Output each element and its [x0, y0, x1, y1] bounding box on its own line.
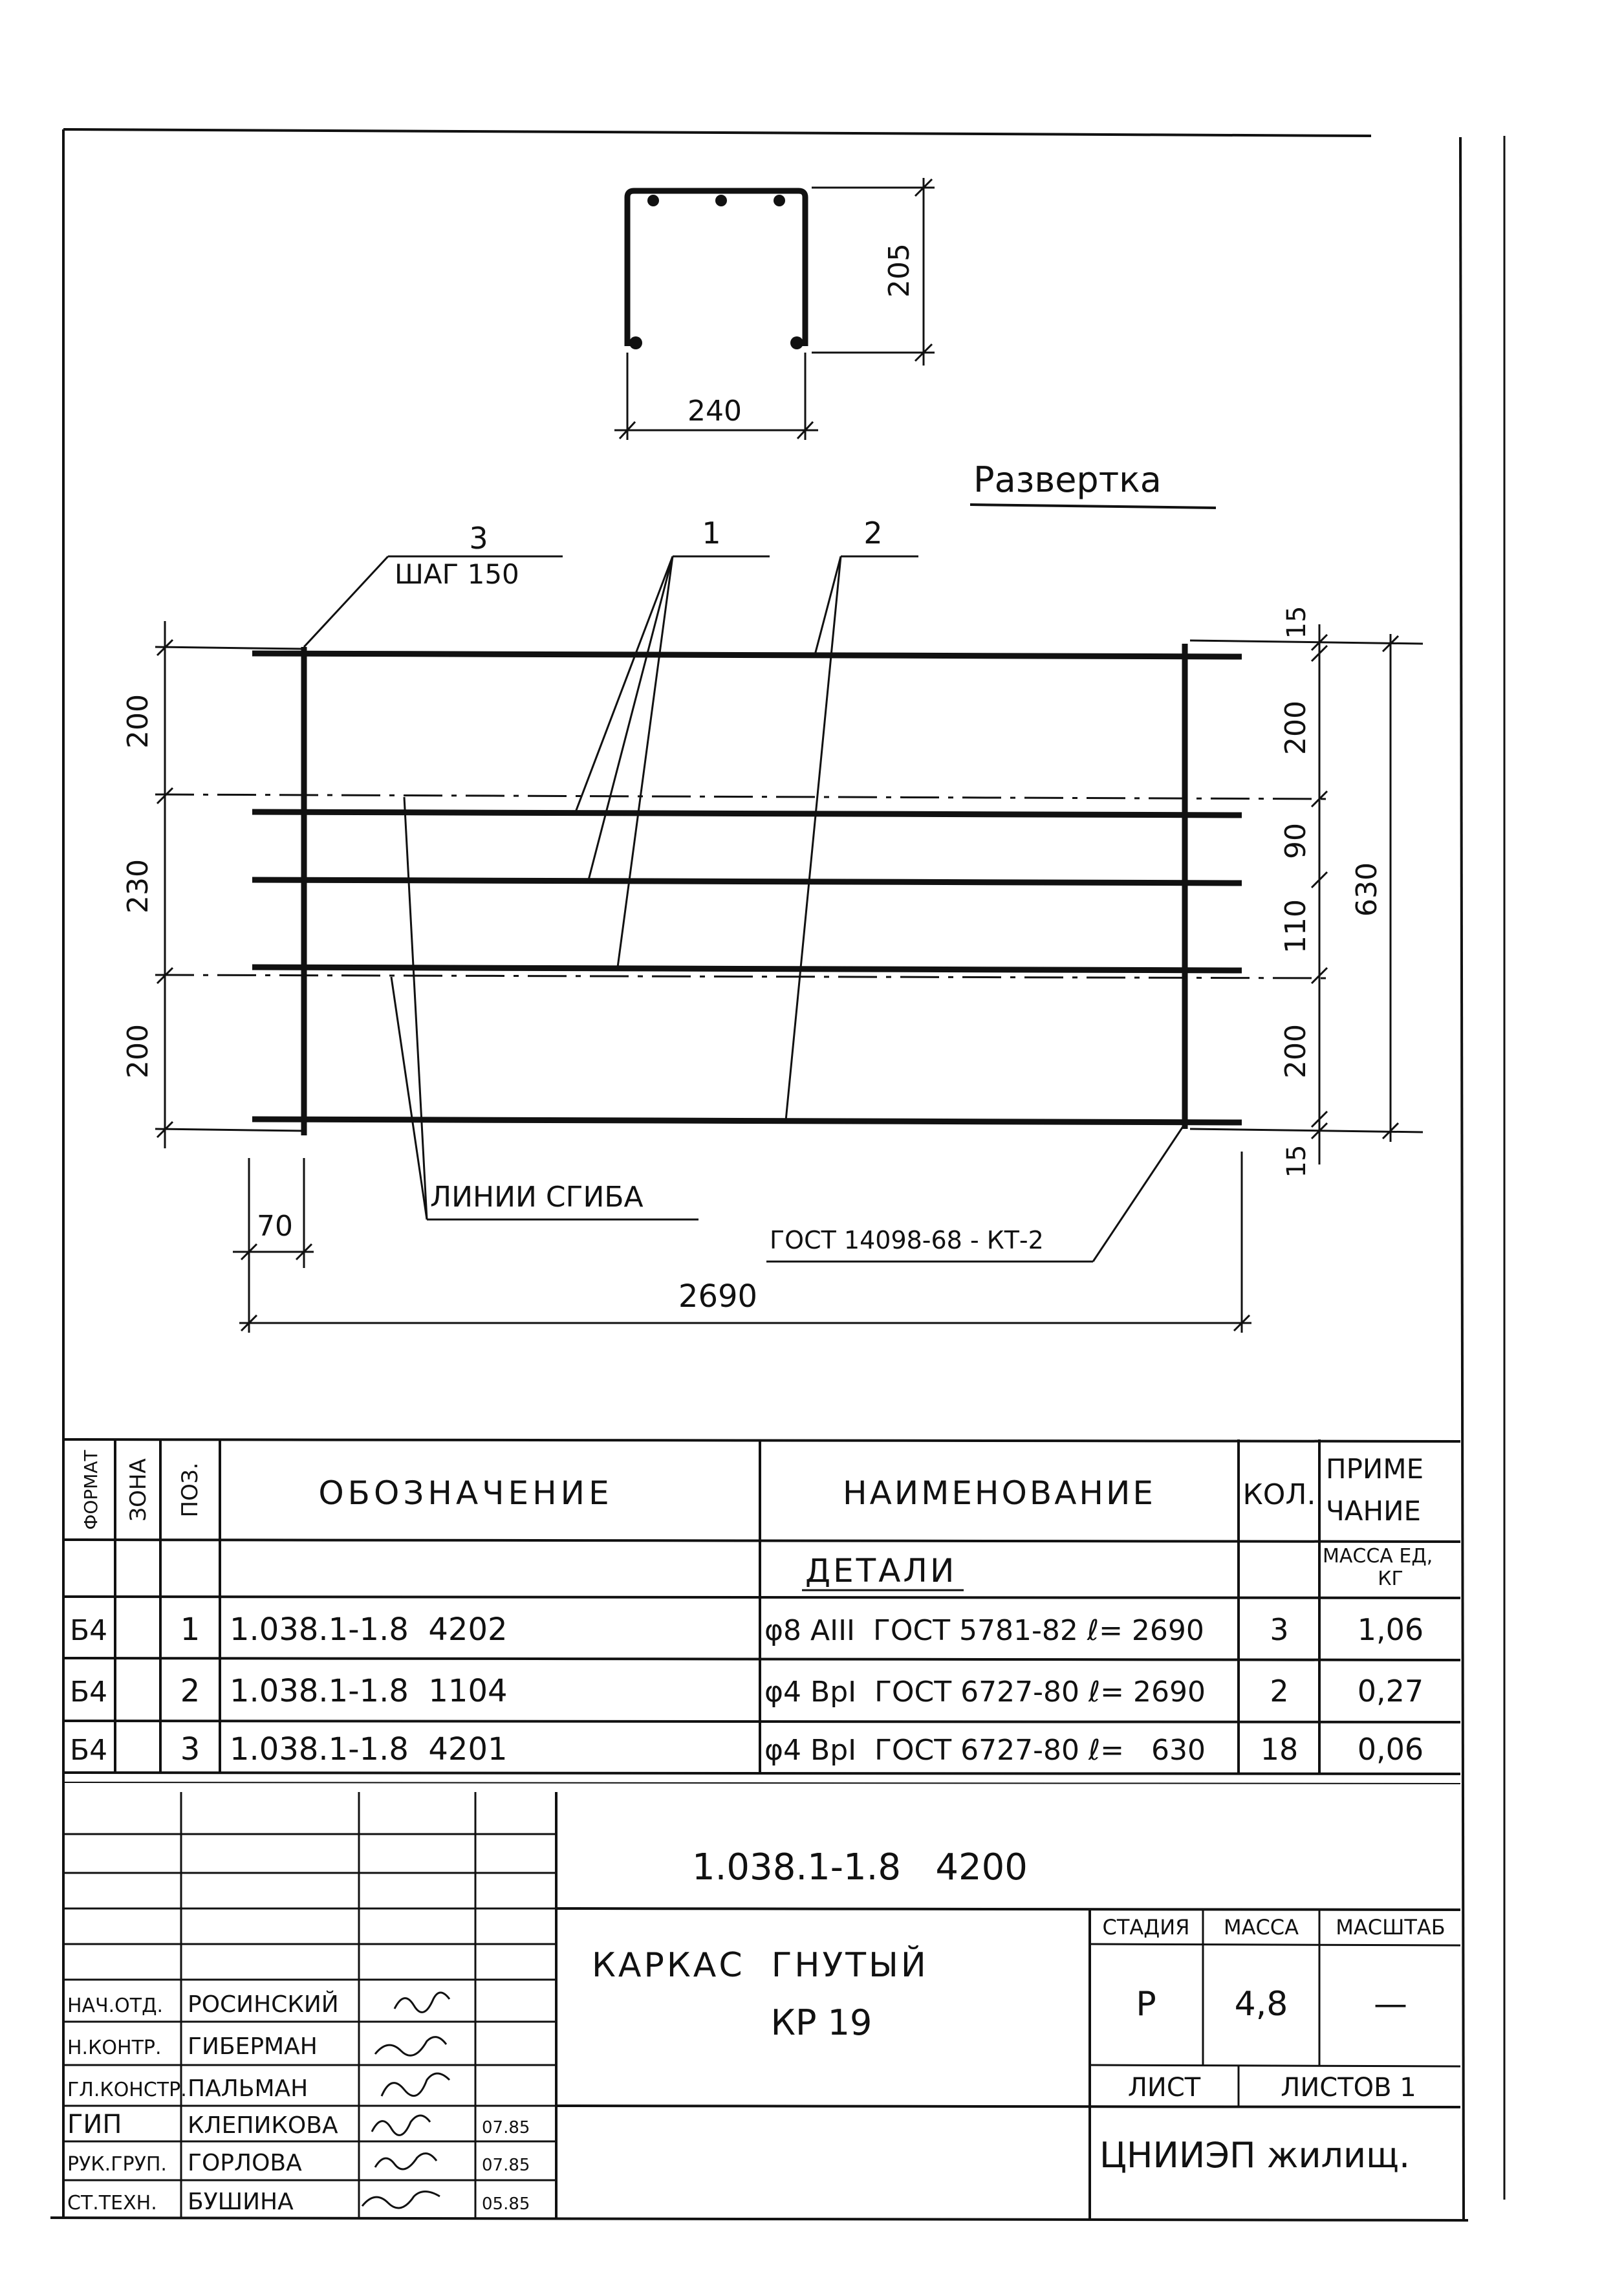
signature [375, 2154, 437, 2169]
signer-name: КЛЕПИКОВА [188, 2112, 338, 2139]
right-dim-1: 15 [1282, 606, 1312, 639]
stage-value: Р [1136, 1985, 1156, 2024]
row-name: φ4 BрI ГОСТ 6727-80 ℓ= 2690 [764, 1676, 1206, 1709]
development-title: Развертка [973, 459, 1162, 500]
mass-unit-2: КГ [1378, 1568, 1403, 1590]
row-format: Б4 [70, 1734, 108, 1767]
signer-role: РУК.ГРУП. [67, 2153, 167, 2176]
signer-role: СТ.ТЕХН. [67, 2192, 157, 2214]
row-mass: 0,27 [1357, 1674, 1424, 1709]
row-designation: 1.038.1-1.8 1104 [230, 1673, 508, 1709]
signature [395, 1993, 449, 2012]
mass-label: МАССА [1223, 1915, 1299, 1940]
signature [372, 2116, 430, 2135]
signer-role: Н.КОНТР. [67, 2037, 162, 2059]
right-dim-4: 110 [1279, 899, 1312, 954]
signer-date: 07.85 [482, 2118, 530, 2137]
row-qty: 3 [1270, 1612, 1289, 1647]
signer-row [67, 2073, 449, 2102]
mass-value: 4,8 [1234, 1985, 1288, 2024]
bar-pos1-a [252, 812, 1242, 815]
doc-code: 1.038.1-1.8 4200 [692, 1846, 1028, 1888]
overall-length-dim: 2690 [678, 1278, 758, 1315]
row-format: Б4 [70, 1614, 108, 1647]
signer-row [67, 2189, 530, 2215]
stage-label: СТАДИЯ [1102, 1915, 1190, 1940]
row-name: φ8 AIII ГОСТ 5781-82 ℓ= 2690 [764, 1614, 1204, 1647]
doc-title-1: КАРКАС ГНУТЫЙ [592, 1946, 929, 1985]
mass-unit-1: МАССА ЕД, [1323, 1545, 1433, 1568]
col-format: ФОРМАТ [80, 1450, 102, 1530]
signer-name: БУШИНА [188, 2189, 294, 2215]
signer-row [67, 2033, 446, 2060]
callout-1: 1 [702, 516, 721, 551]
col-zone: ЗОНА [125, 1458, 151, 1522]
signature [382, 2073, 449, 2096]
row-mass: 1,06 [1357, 1612, 1424, 1647]
signature [375, 2037, 446, 2056]
doc-title-2: КР 19 [770, 2002, 872, 2043]
col-note-2: ЧАНИЕ [1326, 1495, 1422, 1527]
left-dim-top: 200 [122, 694, 155, 749]
sheets-label: ЛИСТОВ 1 [1281, 2073, 1416, 2103]
section-height-dim: 205 [883, 243, 916, 298]
development-view [122, 459, 1423, 1333]
table-row [70, 1731, 1424, 1767]
row-pos: 3 [180, 1731, 200, 1767]
right-dim-6: 15 [1282, 1144, 1312, 1178]
section-view [614, 178, 935, 440]
overall-height-dim: 630 [1350, 862, 1383, 917]
signer-row [67, 2110, 530, 2139]
right-dim-2: 200 [1279, 701, 1312, 755]
callout-3: 3 [469, 521, 488, 556]
signer-date: 05.85 [482, 2194, 530, 2214]
signer-date: 07.85 [482, 2156, 530, 2175]
row-pos: 1 [180, 1612, 200, 1648]
signature [362, 2192, 440, 2209]
row-designation: 1.038.1-1.8 4202 [230, 1612, 508, 1648]
signer-row [67, 1991, 449, 2018]
right-dim-3: 90 [1279, 823, 1312, 859]
title-block-text [67, 1846, 1445, 2215]
row-format: Б4 [70, 1676, 108, 1709]
spec-table-text [70, 1449, 1433, 1767]
bar-pos1-c [252, 967, 1242, 970]
sheet-label: ЛИСТ [1127, 2073, 1201, 2103]
col-name: НАИМЕНОВАНИЕ [843, 1474, 1156, 1512]
signer-role: НАЧ.ОТД. [67, 1995, 164, 2017]
left-dim-bottom: 200 [122, 1024, 155, 1078]
callout-2: 2 [863, 516, 883, 551]
bend-lines-label: ЛИНИИ СГИБА [430, 1181, 644, 1214]
signer-name: ГИБЕРМАН [188, 2033, 318, 2060]
step-label: ШАГ 150 [395, 558, 519, 590]
weld-label: ГОСТ 14098-68 - КТ-2 [770, 1226, 1044, 1254]
signer-role: ГИП [67, 2110, 122, 2139]
signer-row [67, 2150, 530, 2176]
section-details-title: ДЕТАЛИ [805, 1552, 957, 1590]
right-dim-5: 200 [1279, 1024, 1312, 1078]
table-row [70, 1612, 1424, 1648]
table-row [70, 1673, 1424, 1709]
col-pos: ПОЗ. [177, 1462, 203, 1518]
row-mass: 0,06 [1357, 1732, 1424, 1767]
row-qty: 2 [1270, 1674, 1289, 1709]
organization: ЦНИИЭП жилищ. [1099, 2135, 1411, 2176]
row-pos: 2 [180, 1673, 200, 1709]
bar-pos2-bottom [252, 1119, 1242, 1122]
signer-name: ПАЛЬМАН [188, 2075, 309, 2102]
end-offset-dim: 70 [257, 1210, 293, 1243]
signer-name: РОСИНСКИЙ [188, 1991, 339, 2018]
col-note-1: ПРИМЕ [1326, 1453, 1424, 1485]
section-width-dim: 240 [687, 395, 742, 428]
scale-label: МАСШТАБ [1336, 1915, 1445, 1940]
row-name: φ4 BрI ГОСТ 6727-80 ℓ= 630 [764, 1734, 1206, 1767]
bar-pos1-b [252, 880, 1242, 883]
signer-name: ГОРЛОВА [188, 2150, 302, 2176]
row-designation: 1.038.1-1.8 4201 [230, 1731, 508, 1767]
left-dim-middle: 230 [122, 859, 155, 913]
row-qty: 18 [1260, 1732, 1299, 1767]
signer-role: ГЛ.КОНСТР. [67, 2079, 187, 2101]
col-designation: ОБОЗНАЧЕНИЕ [318, 1474, 613, 1512]
scale-value: — [1374, 1985, 1407, 2024]
bar-pos2-top [252, 653, 1242, 657]
col-qty: КОЛ. [1242, 1478, 1316, 1511]
